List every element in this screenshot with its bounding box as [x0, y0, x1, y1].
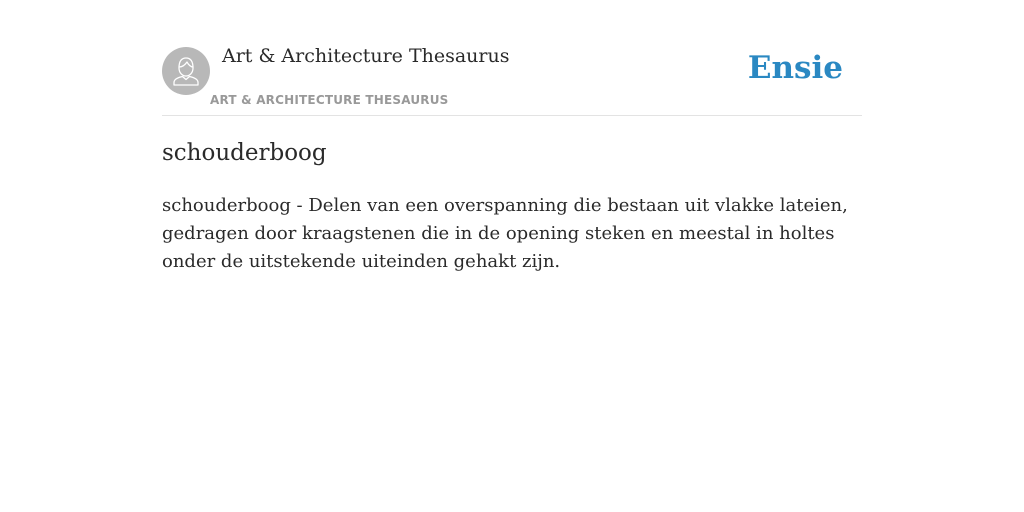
term-title: schouderboog	[162, 140, 327, 166]
avatar[interactable]	[162, 47, 210, 95]
user-outline-icon	[162, 47, 210, 95]
author-subtitle: ART & ARCHITECTURE THESAURUS	[210, 93, 449, 107]
ensie-logo-link[interactable]: Ensie	[747, 50, 843, 86]
author-name-link[interactable]: Art & Architecture Thesaurus	[222, 45, 510, 67]
term-definition: schouderboog - Delen van een overspanning die bestaan uit vlakke lateien, gedragen door kraagstenen die in de opening steken en meestal in holtes onder de uitstekende uiteinden gehakt zijn.	[162, 195, 848, 272]
header	[162, 0, 862, 116]
